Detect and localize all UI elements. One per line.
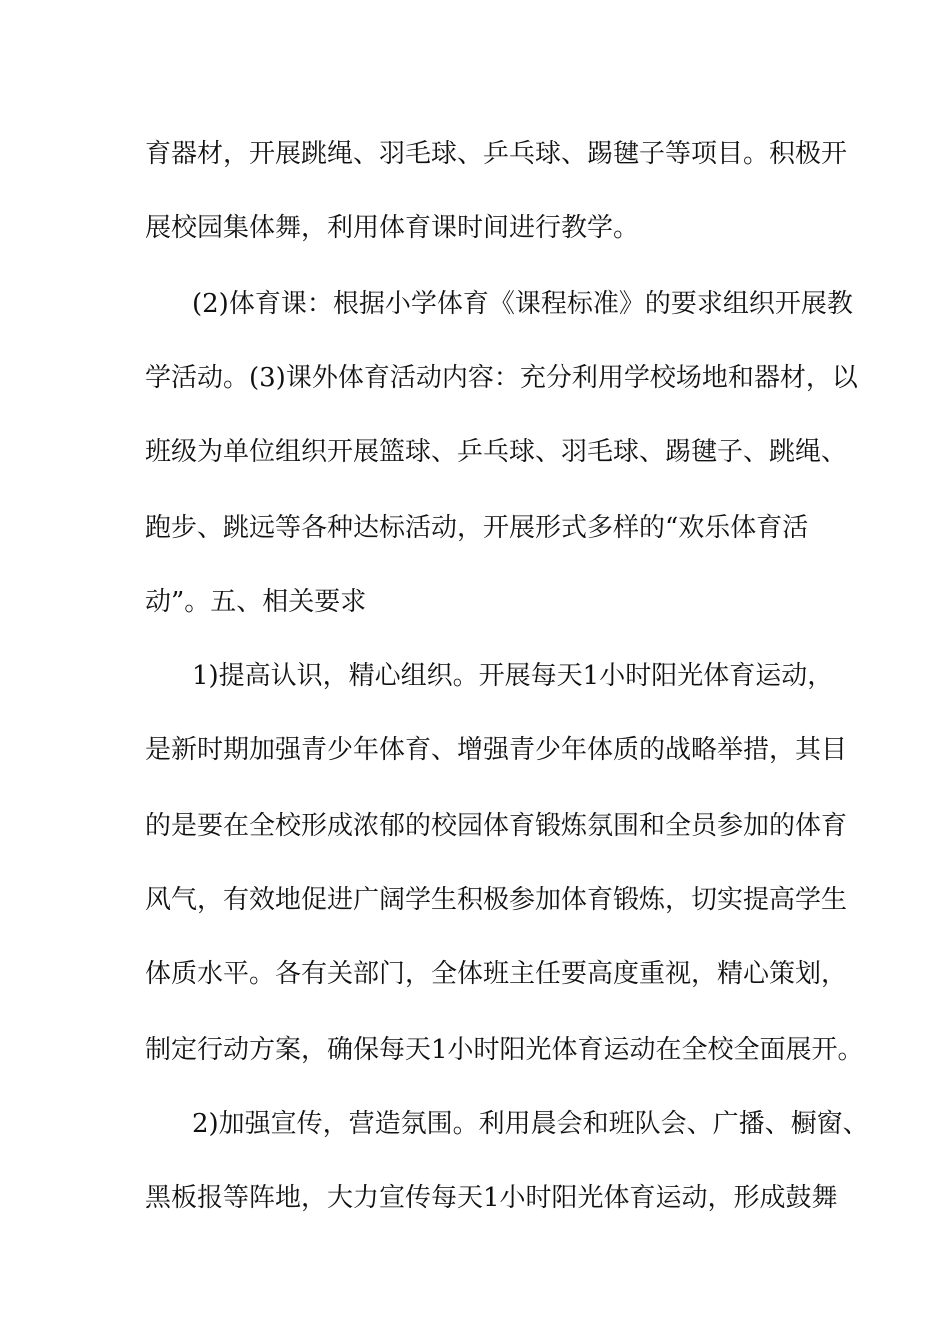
paragraph-start-line: 2)加强宣传，营造氛围。利用晨会和班队会、广播、橱窗、: [192, 1109, 869, 1139]
text-line: 展校园集体舞，利用体育课时间进行教学。: [145, 213, 640, 243]
text-line: 制定行动方案，确保每天1小时阳光体育运动在全校全面展开。: [145, 1035, 864, 1065]
text-line: 班级为单位组织开展篮球、乒乓球、羽毛球、踢毽子、跳绳、: [145, 437, 848, 467]
text-line: 风气，有效地促进广阔学生积极参加体育锻炼，切实提高学生: [145, 885, 848, 915]
text-line: 动”。五、相关要求: [145, 587, 367, 617]
text-line: 跑步、跳远等各种达标活动，开展形式多样的“欢乐体育活: [145, 513, 809, 543]
text-line: 体质水平。各有关部门，全体班主任要高度重视，精心策划，: [145, 959, 848, 989]
text-line: 育器材，开展跳绳、羽毛球、乒乓球、踢毽子等项目。积极开: [145, 139, 848, 169]
text-line: 学活动。(3)课外体育活动内容：充分利用学校场地和器材，以: [145, 363, 858, 393]
paragraph-start-line: (2)体育课：根据小学体育《课程标准》的要求组织开展教: [192, 289, 853, 319]
paragraph-start-line: 1)提高认识，精心组织。开展每天1小时阳光体育运动，: [192, 661, 834, 691]
text-line: 是新时期加强青少年体育、增强青少年体质的战略举措，其目: [145, 735, 848, 765]
text-line: 黑板报等阵地，大力宣传每天1小时阳光体育运动，形成鼓舞: [145, 1183, 838, 1213]
text-line: 的是要在全校形成浓郁的校园体育锻炼氛围和全员参加的体育: [145, 811, 848, 841]
